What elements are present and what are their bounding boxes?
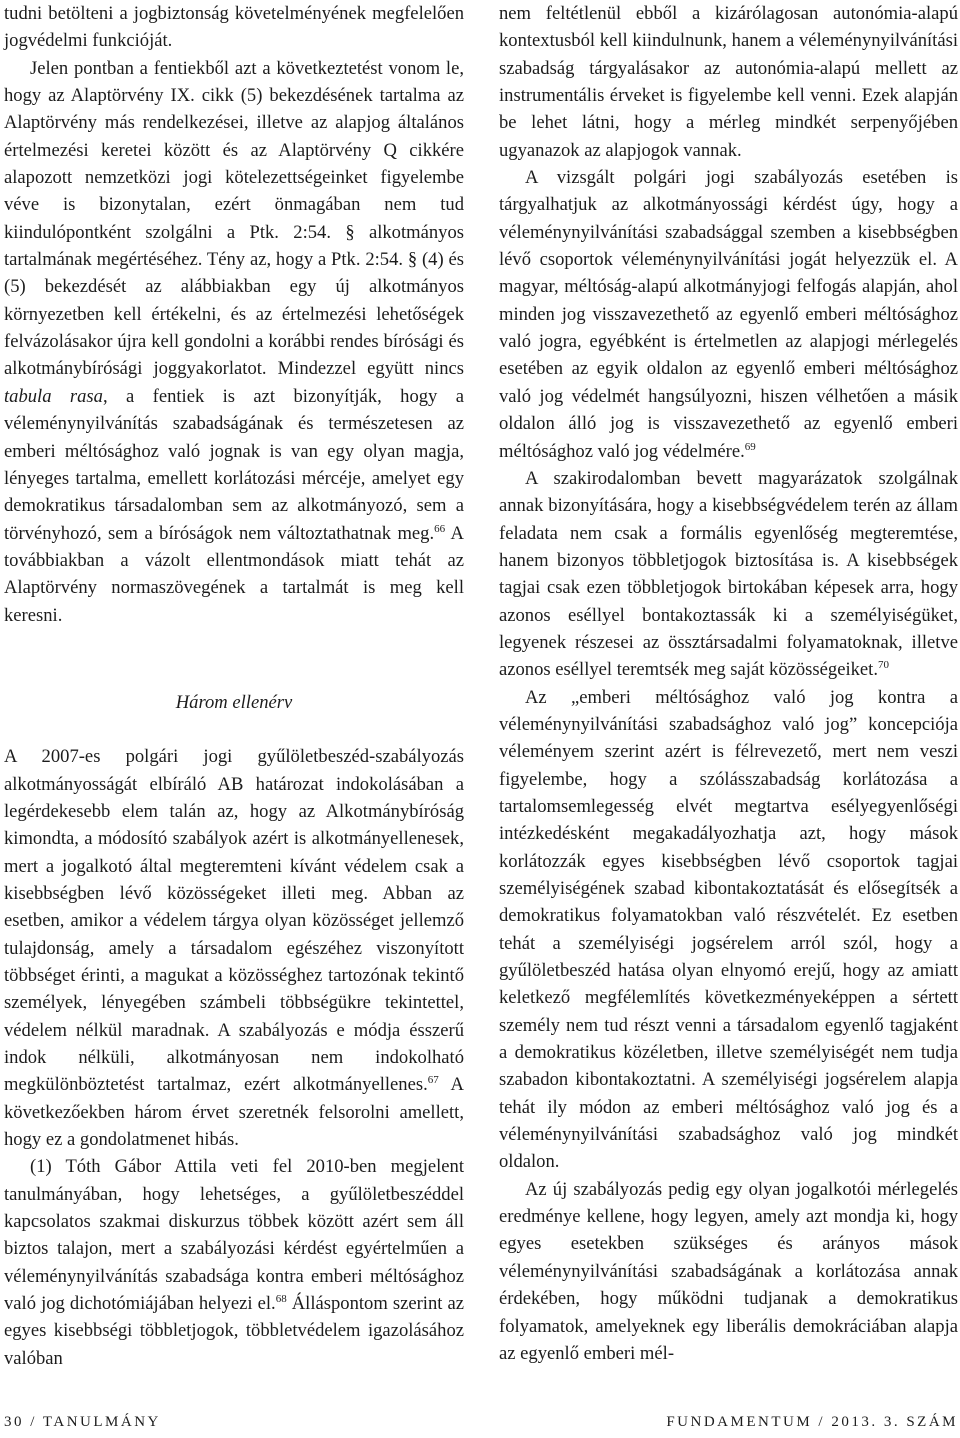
- paragraph-text: , a fentiek is azt bizonyítják, hogy a véleménynyilvánítás szabadságának és természetesen az emberi méltósághoz való jognak is van egy olyan magja, lényeges tartalma, emellett korlátozási mércéje, amelyet egy demokratikus társadalomban sem az alkotmányozó, sem a törvényhozó, sem a bíróságok nem változtathatnak meg.: [4, 385, 464, 544]
- paragraph: [499, 1176, 958, 1367]
- paragraph-text: A következőekben három érvet szeretnék felsorolni amellett, hogy ez a gondolatmenet hibás.: [4, 1074, 464, 1151]
- paragraph-text: A szakirodalomban bevett magyarázatok szolgálnak annak bizonyítására, hogy a kisebbségvédelem terén az állam feladata nem csak a formális egyenlőség megteremtése, hanem bizonyos többletjogok biztosítása is. A kisebbségek tagjai csak ezen többletjogok birtokában képesek arra, hogy azonos eséllyel bontakoztassák ki a személyiségüket, legyenek részesei az össztársadalmi folyamatoknak, illetve azonos eséllyel teremtsék meg saját közösségeiket.: [499, 467, 958, 681]
- paragraph-text: tudni betölteni a jogbiztonság követelményének megfelelően jogvédelmi funkcióját.: [4, 3, 464, 52]
- paragraph-text: (1) Tóth Gábor Attila veti fel 2010-ben megjelent tanulmányában, hogy lehetséges, a gyűlöletbeszéddel kapcsolatos szakmai diskurzus többek között azért sem áll biztos talajon, mert a szabályozási kérdést egyértelműen a véleménynyilvánítás szabadsága kontra emberi méltósághoz való jog dichotómiájában helyezi el.: [4, 1156, 464, 1315]
- paragraph: [4, 743, 464, 1153]
- paragraph-text: nem feltétlenül ebből a kizárólagosan autonómia-alapú kontextusból kell kiindulnunk, hanem a véleménynyilvánítási szabadság tárgyalásakor az autonómia-alapú mellett az instrumentális érveket is figyelembe kell venni. Ezek alapján be lehet látni, hogy a mérleg mindkét serpenyőjében ugyanazok az alapjogok vannak.: [499, 3, 958, 161]
- paragraph: [4, 0, 464, 55]
- footnote-ref: 66: [434, 522, 446, 535]
- paragraph: [499, 0, 958, 164]
- paragraph-text: Álláspontom szerint az egyes kisebbségi többletjogok, többletvédelem igazolásához valóban: [4, 1293, 464, 1369]
- footnote-ref: 70: [877, 659, 889, 672]
- paragraph-text: A vizsgált polgári jogi szabályozás esetében is tárgyalhatjuk az alkotmányossági kérdést úgy, hogy a véleménynyilvánítási szabadsággal szemben a kisebbségben lévő csoportok véleménynyilvánítási jogát helyezzük el. A magyar, méltóság-alapú alkotmányjogi felfogás alapján, ahol minden jog visszavezethető az egyenlő emberi méltósághoz való jogra, egyébként is értelmetlen az alapjogi mérlegelés esetében az egyik oldalon az egyenlő emberi méltósághoz való jog védelmét hangsúlyozni, hiszen vélhetően a másik oldalon álló jog is visszavezethető az egyenlő emberi méltósághoz való jog védelmére.: [499, 167, 958, 462]
- right-column: [499, 0, 958, 1367]
- footnote-ref: 69: [744, 440, 756, 453]
- section-heading: Három ellenérv: [175, 691, 293, 713]
- paragraph: [4, 1153, 464, 1372]
- paragraph-text: A 2007-es polgári jogi gyűlöletbeszéd-szabályozás alkotmányosságát elbíráló AB határozat indokolásában a legérdekesebb elem talán az, hogy az Alkotmánybíróság kimondta, a módosító szabályok azért is alkotmányellenesek, mert a jogalkotó által megteremteni kívánt védelem csak a kisebbségben lévő közösségeket illeti meg. Abban az esetben, amikor a védelem tárgya olyan közösséget jellemző tulajdonság, amely a társadalom egészéhez viszonyított többséget érinti, a magukat a közösséghez tartozónak tekintő személyek, lényegében számbeli többségükre tekintettel, védelem nélkül maradnak. A szabályozás e módja ésszerű indok nélküli, alkotmányosan nem indokolható megkülönböztetést tartalmaz, ezért alkotmányellenes.: [4, 746, 464, 1096]
- footer-journal-label: FUNDAMENTUM / 2013. 3. SZÁM: [666, 1414, 958, 1430]
- paragraph-text: Az „emberi méltósághoz való jog kontra a véleménynyilvánítási szabadsághoz való jog” koncepciója véleményem szerint azért is félrevezető, mert nem veszi figyelembe, hogy a szólásszabadság korlátozása a tartalomsemlegesség elvét megtartva esélyegyenlőségi intézkedésként megakadályozhatja azt, hogy mások korlátozzák egyes kisebbségben lévő csoportok tagjai személyiségének szabad kibontakoztatását és elősegítsék a demokratikus folyamatokban való részvételét. Ez esetben tehát a személyiségi jogsérelem arról szól, hogy a gyűlöletbeszéd hatása olyan elnyomó erejű, hogy az amiatt keletkező megfélemlítés következményeképpen a sértett személy nem tud részt venni a társadalom egyenlő tagjaként a demokratikus közéletben, illetve személyiségét nem tudja szabadon kibontakoztatni. A személyiségi jogsérelem alapja tehát ily módon az emberi méltósághoz való jog és a véleménynyilvánítási szabadsághoz való jog mindkét oldalon.: [499, 686, 958, 1173]
- paragraph-text: Az új szabályozás pedig egy olyan jogalkotói mérlegelés eredménye kellene, hogy legyen, amely azt mondja ki, hogy egyes esetekben szükséges és arányos mások véleménynyilvánítási szabadságának a korlátozása annak érdekében, hogy működni tudjanak a demokratikus folyamatok, amelyeknek egy liberális demokráciában alapja az egyenlő emberi mél-: [499, 1178, 958, 1364]
- footnote-ref: 67: [427, 1074, 439, 1087]
- footer-page-label: 30 / TANULMÁNY: [4, 1414, 161, 1430]
- italic-phrase: tabula rasa: [4, 385, 103, 407]
- footnote-ref: 68: [275, 1293, 287, 1306]
- paragraph: [499, 465, 958, 684]
- paragraph-text: Jelen pontban a fentiekből azt a következtetést vonom le, hogy az Alaptörvény IX. cikk (5) bekezdésének tartalma az Alaptörvény más rendelkezései, illetve az alapjog általános értelmezési keretei között és az Alaptörvény Q cikkére alapozott nemzetközi jogi kötelezettségeinket figyelembe véve is bizonytalan, ezért önmagában nem tud kiindulópontként szolgálni a Ptk. 2:54. § alkotmányos tartalmának megértéséhez. Tény az, hogy a Ptk. 2:54. § (4) és (5) bekezdését az alábbiakban egy új alkotmányos környezetben kell értékelni, és az értelmezési lehetőségek felvázolásakor újra kell gondolni a korábbi rendes bírósági és alkotmánybírósági joggyakorlatot. Mindezzel együtt nincs: [4, 57, 464, 380]
- left-column: [4, 0, 464, 1372]
- paragraph-text: A továbbiakban a vázolt ellentmondások miatt tehát az Alaptörvény normaszövegének a tartalmát is meg kell keresni.: [4, 522, 464, 626]
- paragraph: [499, 164, 958, 465]
- paragraph: [4, 55, 464, 629]
- paragraph: [499, 684, 958, 1176]
